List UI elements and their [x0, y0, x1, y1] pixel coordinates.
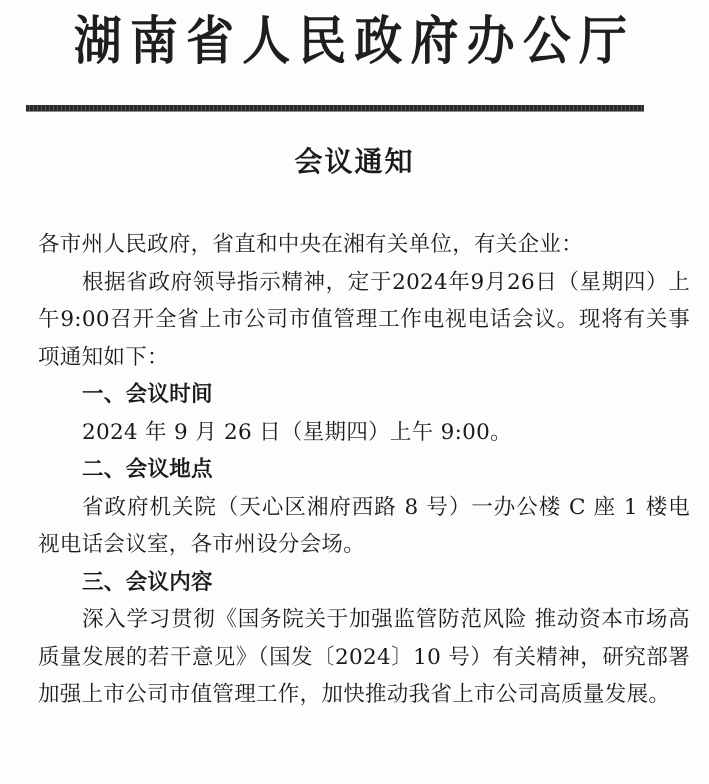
- section-content-time: 2024 年 9 月 26 日（星期四）上午 9:00。: [82, 419, 512, 445]
- salutation: 各市州人民政府，省直和中央在湘有关单位，有关企业：: [38, 232, 584, 257]
- notice-body: [38, 226, 690, 714]
- section-content-agenda: 深入学习贯彻《国务院关于加强监管防范风险 推动资本市场高质量发展的若干意见》（国发〔2024〕10 号）有关精神，研究部署加强上市公司市值管理工作，加快推动我省上市公司高质量发展。: [38, 607, 690, 707]
- section-heading-content: 三、会议内容: [82, 569, 213, 595]
- intro-paragraph: 根据省政府领导指示精神，定于2024年9月26日（星期四）上午9:00召开全省上市公司市值管理工作电视电话会议。现将有关事项通知如下：: [38, 269, 690, 370]
- issuing-authority-header: 湖南省人民政府办公厅: [73, 12, 636, 72]
- section-content-venue: 省政府机关院（天心区湘府西路 8 号）一办公楼 C 座 1 楼电视电话会议室，各市州设分会场。: [38, 494, 690, 557]
- section-heading-venue: 二、会议地点: [82, 457, 213, 482]
- section-heading-time: 一、会议时间: [82, 382, 213, 407]
- document-title: 会议通知: [294, 145, 415, 178]
- header-separator-rule: [26, 105, 644, 112]
